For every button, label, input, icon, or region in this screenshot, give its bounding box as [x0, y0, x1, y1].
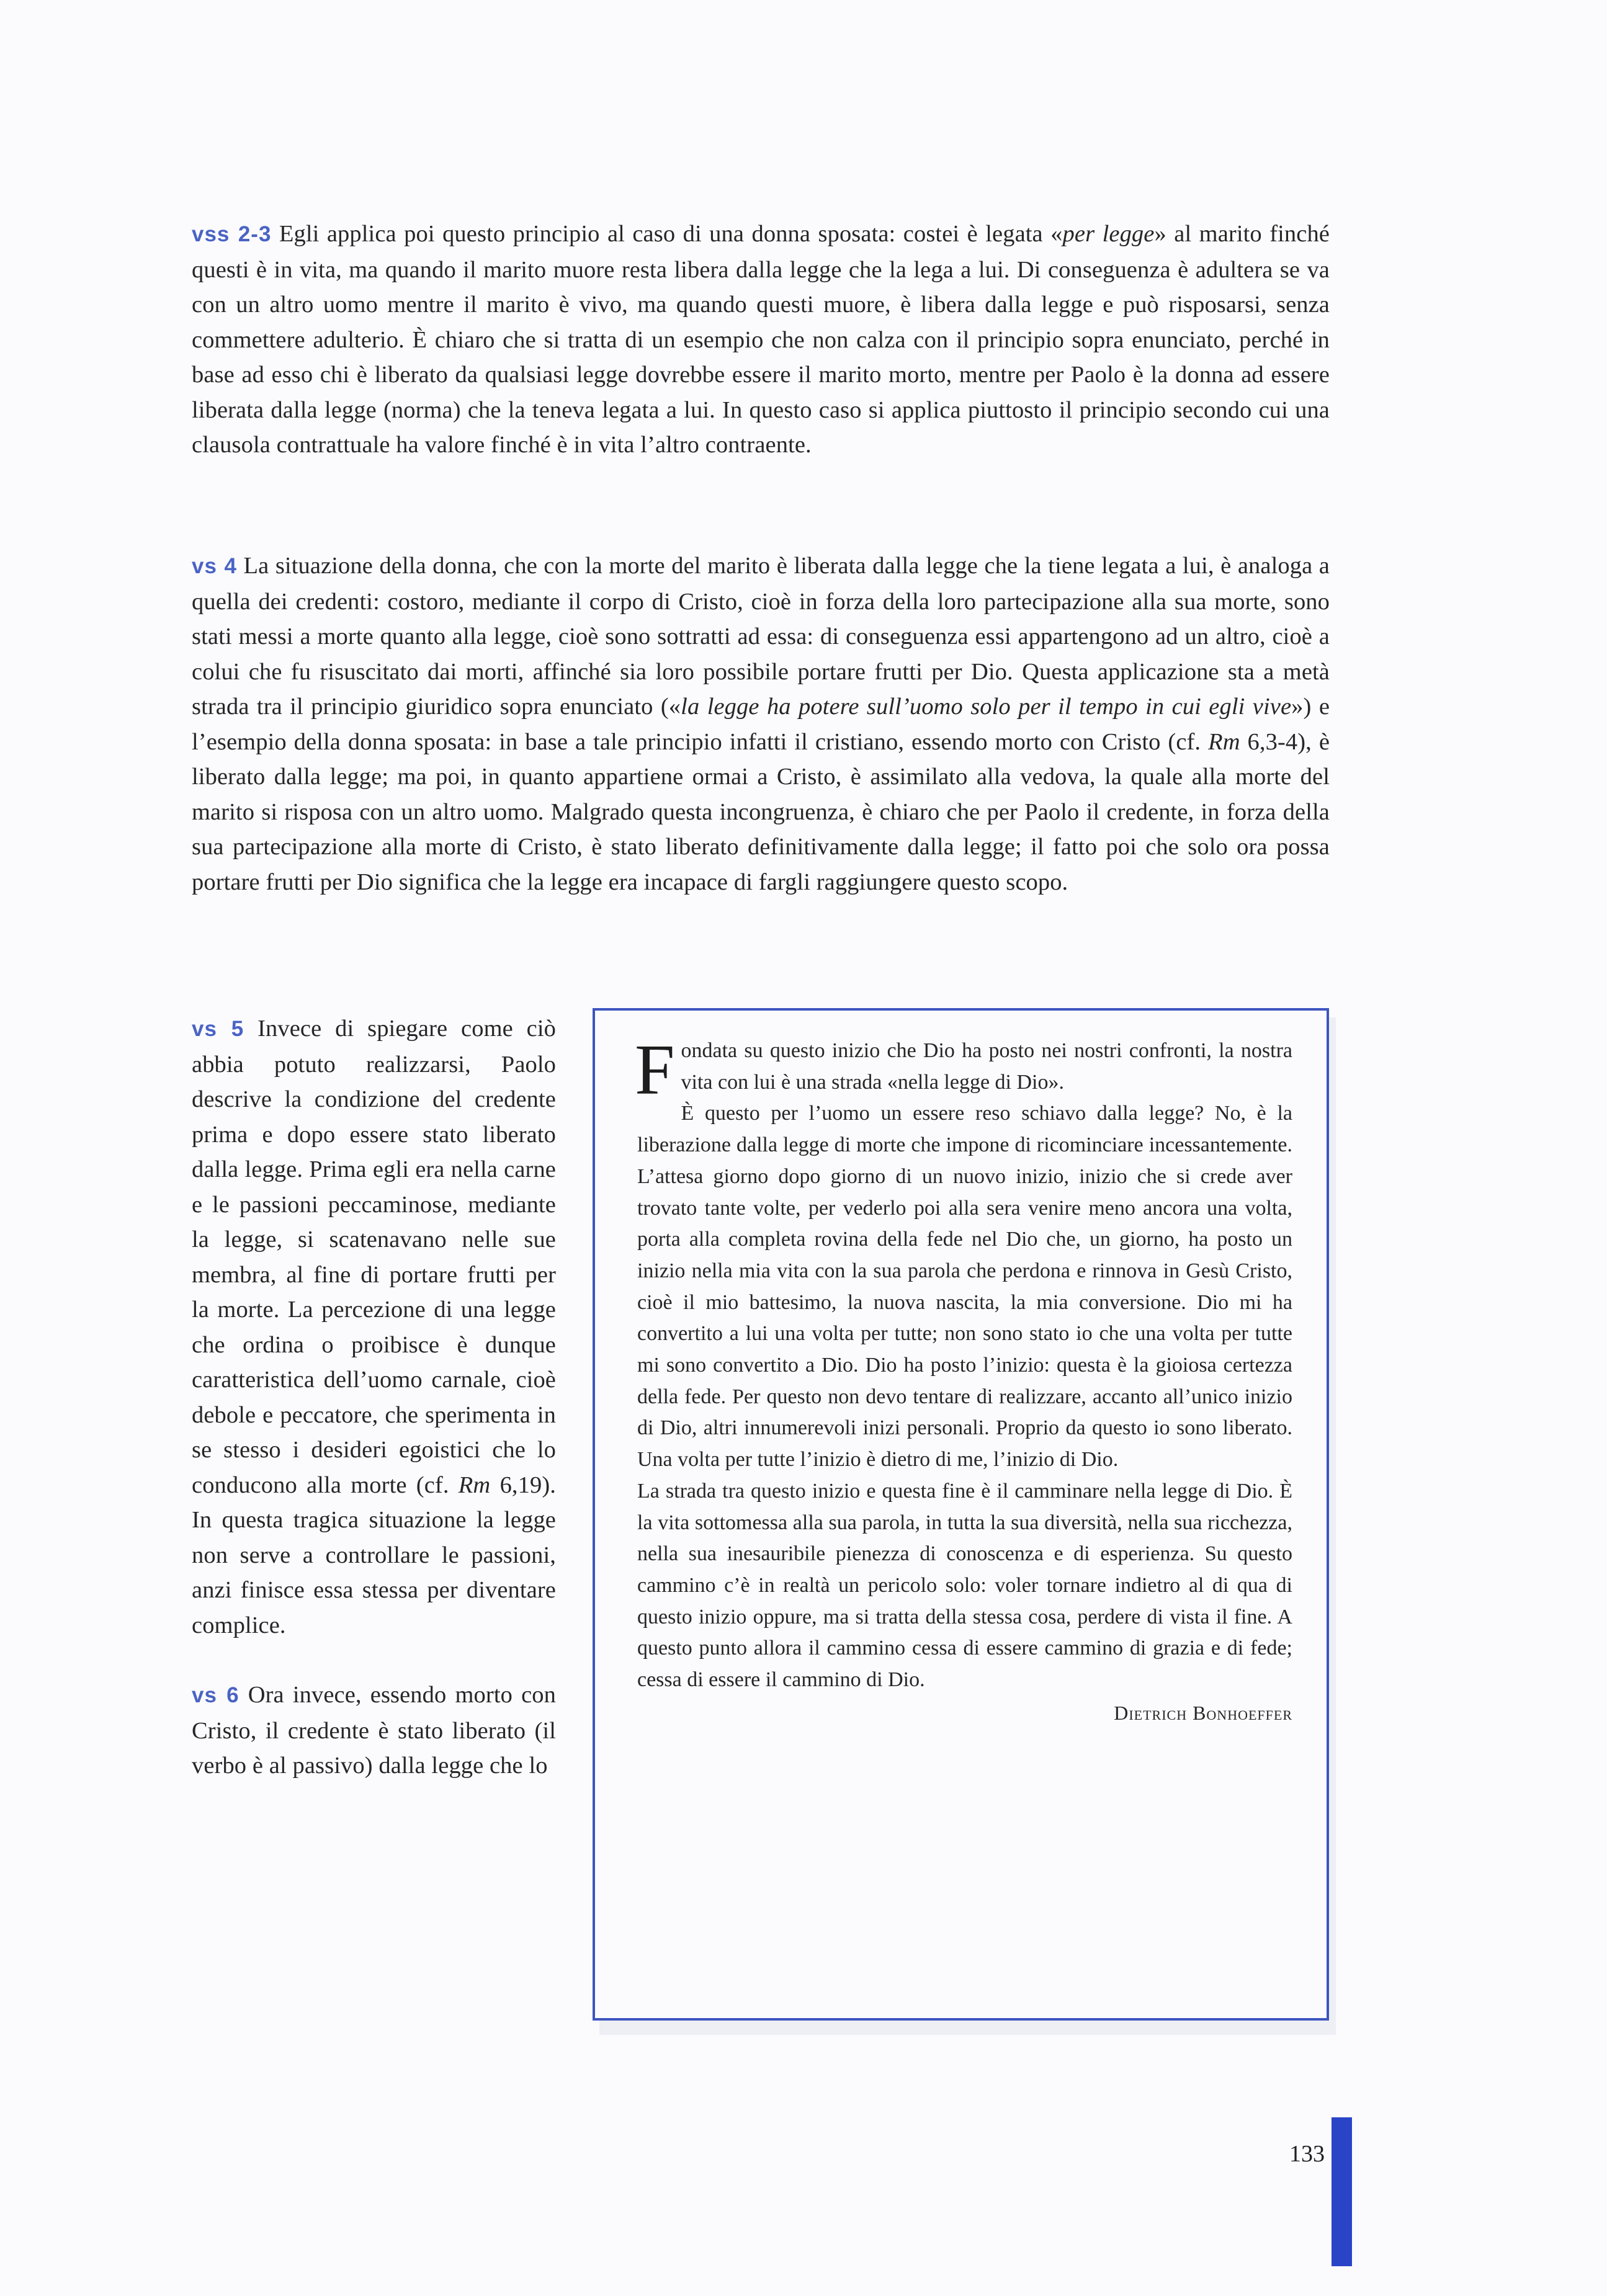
- page-edge-bar: [1332, 2117, 1352, 2266]
- quote-box: [593, 1008, 1329, 2021]
- quote-author: Dietrich Bonhoeffer: [1114, 1701, 1292, 1724]
- paragraph-vs-6: vs 6 Ora invece, essendo morto con Cristo, il credente è stato liberato (il verbo è al passivo) dalla legge che lo: [192, 1682, 556, 1779]
- verse-label: vss 2-3: [192, 222, 272, 246]
- paragraph-vss-2-3: vss 2-3 Egli applica poi questo principio al caso di una donna sposata: costei è legata «per legge» al marito finché questi è in vita, ma quando il marito muore resta libera dalla legge che la lega a lui. Di conseguenza è adultera se va con un altro uomo mentre il marito è vivo, ma quando questi muore, è libera dalla legge e può risposarsi, senza commettere adulterio. È chiaro che si tratta di un esempio che non calza con il principio sopra enunciato, perché in base ad esso chi è liberato da qualsiasi legge dovrebbe essere il marito morto, mentre per Paolo è la donna ad essere liberata dalla legge (norma) che la teneva legata a lui. In questo caso si applica piuttosto il principio secondo cui una clausola contrattuale ha valore finché è in vita l’altro contraente.: [192, 221, 1330, 458]
- paragraph-vs-4: vs 4 La situazione della donna, che con la morte del marito è liberata dalla legge che la tiene legata a lui, è analoga a quella dei credenti: costoro, mediante il corpo di Cristo, cioè in forza della loro partecipazione alla sua morte, sono stati messi a morte quanto alla legge, cioè sono sottratti ad essa: di conseguenza essi appartengono ad un altro, cioè a colui che fu risuscitato dai morti, affinché sia loro possibile portare frutti per Dio. Questa applicazione sta a metà strada tra il principio giuridico sopra enunciato («la legge ha potere sull’uomo solo per il tempo in cui egli vive») e l’esempio della donna sposata: in base a tale principio infatti il cristiano, essendo morto con Cristo (cf. Rm 6,3-4), è liberato dalla legge; ma poi, in quanto appartiene ormai a Cristo, è assimilato alla vedova, la quale alla morte del marito si risposa con un altro uomo. Malgrado questa incongruenza, è chiaro che per Paolo il credente, in forza della sua partecipazione alla morte di Cristo, è stato liberato definitivamente dalla legge; il fatto poi che solo ora possa portare frutti per Dio significa che la legge era incapace di fargli raggiungere questo scopo.: [192, 553, 1330, 895]
- drop-cap: F: [635, 1030, 675, 1110]
- verse-label: vs 5: [192, 1017, 244, 1041]
- quote-text: Fondata su questo inizio che Dio ha posto nei nostri confronti, la nostra vita con lui è una strada «nella legge di Dio». È questo per l’uomo un essere reso schiavo dalla legge? No, è la liberazione dalla legge di morte che impone di ricominciare incessantemente. L’attesa giorno dopo giorno di un nuovo inizio, inizio che si crede aver trovato tante volte, per vederlo poi alla sera venire meno ancora una volta, porta alla completa rovina della fede nel Dio che, un giorno, ha posto un inizio nella mia vita con la sua parola che perdona e rinnova in Gesù Cristo, cioè il mio battesimo, la nuova nascita, la mia conversione. Dio mi ha convertito a lui una volta per tutte; non sono stato io che una volta per tutte mi sono convertito a Dio. Dio ha posto l’inizio: questa è la gioiosa certezza della fede. Per questo non devo tentare di realizzare, accanto all’unico inizio di Dio, altri innumerevoli inizi personali. Proprio da questo io sono liberato. Una volta per tutte l’inizio è dietro di me, l’inizio di Dio. La strada tra questo inizio e questa fine è il camminare nella legge di Dio. È la vita sottomessa alla sua parola, in tutta la sua diversità, nella sua ricchezza, nella sua inesauribile pienezza di conoscenza e di esperienza. Su questo cammino c’è in realtà un pericolo solo: voler tornare indietro al di qua di questo inizio oppure, ma si tratta della stessa cosa, perdere di vista il fine. A questo punto allora il cammino cessa di essere cammino di grazia e di fede; cessa di essere il cammino di Dio. Dietrich Bonhoeffer: [637, 1035, 1292, 1728]
- paragraph-vs-5: vs 5 Invece di spiegare come ciò abbia potuto realizzarsi, Paolo descrive la condizione del credente prima e dopo essere stato liberato dalla legge. Prima egli era nella carne e le passioni peccaminose, mediante la legge, si scatenavano nelle sue membra, al fine di portare frutti per la morte. La percezione di una legge che ordina o proibisce è dunque caratteristica dell’uomo carnale, cioè debole e peccatore, che sperimenta in se stesso i desideri egoistici che lo conducono alla morte (cf. Rm 6,19). In questa tragica situazione la legge non serve a controllare le passioni, anzi finisce essa stessa per diventare complice.: [192, 1016, 556, 1638]
- verse-label: vs 6: [192, 1683, 239, 1707]
- verse-label: vs 4: [192, 554, 237, 578]
- page-number: 133: [1289, 2141, 1325, 2167]
- left-column: [192, 1011, 556, 1784]
